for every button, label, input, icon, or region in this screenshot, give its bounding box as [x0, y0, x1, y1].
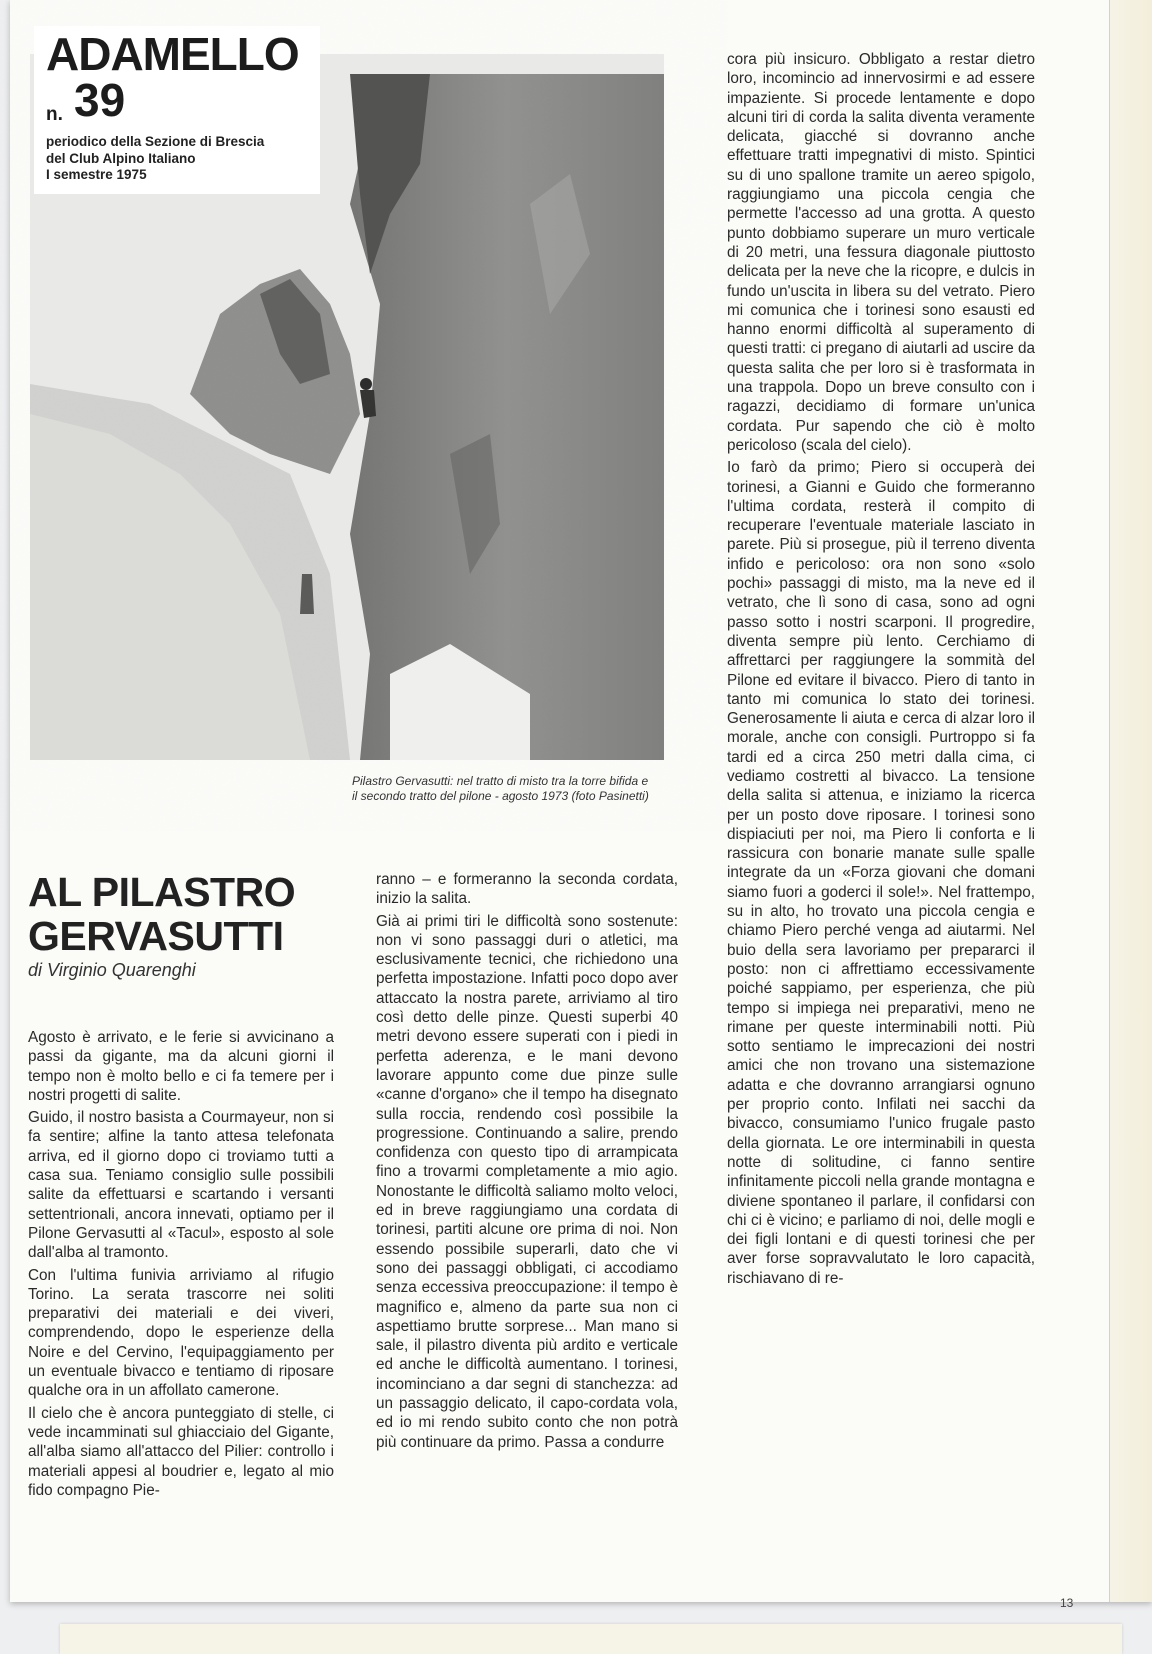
paragraph: Io farò da primo; Piero si occuperà dei torinesi, a Gianni e Guido che formeranno l'ultima cordata, resterà il compito di recuperare l'eventuale materiale lasciato in parete. Più si prosegue, più il terreno diventa infido e pericoloso: ora non sono «solo pochi» passaggi di misto, ma la neve ed il vetrato, che lì sono di casa, sono ad ogni passo sotto i nostri scarponi. Il progredire, diventa sempre più lento. Cerchiamo di affrettarci per raggiungere la sommità del Pilone ed evitare il bivacco. Piero di tanto in tanto mi comunica lo stato dei torinesi. Generosamente li aiuta e cerca di alzar loro il morale, anche con consigli. Purtroppo si fa tardi ed a circa 250 metri dalla cima, ci vediamo costretti al bivacco. La tensione della salita si attenua, e iniziamo la ricerca per un posto dove riposare. I torinesi sono dispiaciuti per noi, ma Piero li conforta e li rassicura con bonarie manate sulle spalle integrate da un «Forza giovani che domani siamo fuori a goderci il sole!». Nel frattempo, su in alto, ho trovato una piccola cengia e chiamo Piero perché venga ad aiutarmi. Nel buio della sera lavoriamo per prepararci il posto: non ci affrettiamo eccessivamente poiché sappiamo, per esperienza, che più tempo si impiega nei preparativi, meno ne rimane per queste interminabili notti. Più sotto sentiamo le imprecazioni dei nostri amici che non trovano una sistemazione adatta e che dovranno arrangiarsi ognuno per proprio conto. Infilati nei sacchi da bivacco, consumiamo l'unico frugale pasto della giornata. Le ore interminabili in questa notte di solitudine, ci fanno sentire infinitamente piccoli nella grande montagna e diviene spontaneo il parlare, il confidarsi con chi ci è vicino; e parliamo di noi, delle mogli e dei figli lontani e di questi torinesi che per aver forse sopravvalutato le loro capacità, rischiavano di re- — [727, 459, 1035, 1287]
subtitle-line: del Club Alpino Italiano — [46, 150, 196, 166]
paragraph: Agosto è arrivato, e le ferie si avvicinano a passi da gigante, ma da alcuni giorni il tempo non è molto bello e ci fa temere per i nostri progetti di salite. — [28, 1029, 334, 1104]
article-title — [28, 870, 295, 958]
paragraph: Il cielo che è ancora punteggiato di stelle, ci vede incamminati sul ghiacciaio del Gigante, all'alba siamo all'attacco del Pilier: controllo i materiali appesi al boudrier e, legato al mio fido compagno Pie- — [28, 1404, 334, 1499]
text-column-1 — [28, 1028, 334, 1500]
masthead — [34, 26, 320, 194]
title-line: GERVASUTTI — [28, 913, 284, 959]
issue-number: 39 — [74, 74, 126, 126]
text-column-3 — [727, 50, 1035, 1288]
text-column-2 — [376, 870, 678, 1452]
subtitle-line: I semestre 1975 — [46, 167, 147, 182]
masthead-subtitle — [46, 134, 264, 184]
page-number: 13 — [1060, 1596, 1074, 1610]
paragraph: Già ai primi tiri le difficoltà sono sostenute: non vi sono passaggi duri o atletici, ma esclusivamente tecnici, che richiedono una perfetta impostazione. Infatti poco dopo aver attaccato la nostra parete, arriviamo al tiro così detto delle pinze. Questi superbi 40 metri devono essere superati con i piedi in perfetta aderenza, e le mani devono lavorare appunto come due pinze sulle «canne d'organo» che il tempo ha disegnato sulla roccia, rendendo così possibile la progressione. Continuando a salire, prendo confidenza con questo tipo di arrampicata fino a trovarmi completamente a mio agio. Nonostante le difficoltà saliamo molto veloci, ed in breve raggiungiamo una cordata di torinesi, partiti alcune ore prima di noi. Non essendo possibile superarli, dato che vi sono dei passaggi obbligati, ci accodiamo senza eccessiva preoccupazione: il tempo è magnifico e, almeno da parte sua non ci aspettiamo brutte sorprese... Man mano si sale, il pilastro diventa più ardito e verticale ed anche le difficoltà aumentano. I torinesi, incominciano a dar segni di stanchezza: ad un passaggio delicato, il capo-cordata vola, ed io mi rendo subito conto che non potrà più continuare da primo. Passa a condurre — [376, 912, 678, 1451]
issue-number-prefix: n. — [46, 104, 63, 125]
next-page-edge — [60, 1624, 1122, 1654]
article-byline: di Virginio Quarenghi — [28, 960, 196, 980]
magazine-page — [10, 0, 1152, 1610]
paragraph: Con l'ultima funivia arriviamo al rifugio Torino. La serata trascorre nei soliti preparativi dei materiali e dei viveri, comprendendo, dopo le esperienze della Noire e del Cervino, l'equipaggiamento per un eventuale bivacco e tentiamo di riposare qualche ora in un affollato camerone. — [28, 1266, 334, 1400]
paragraph: Guido, il nostro basista a Courmayeur, non si fa sentire; alfine la tanto attesa telefonata arriva, ed il giorno dopo ci troviamo tutti a casa sua. Teniamo consiglio sulle possibili salite da effettuarsi e scartando i versanti settentrionali, ancora innevati, optiamo per il Pilone Gervasutti al «Tacul», esposto al sole dall'alba al tramonto. — [28, 1109, 334, 1262]
photo-caption: Pilastro Gervasutti: nel tratto di misto tra la torre bifida e il secondo tratto del pilone - agosto 1973 (foto Pasinetti) — [352, 774, 649, 803]
page-binding-edge — [1109, 0, 1152, 1602]
paragraph: cora più insicuro. Obbligato a restar dietro loro, incomincio ad innervosirmi e ad essere impaziente. Si procede lentamente e dopo alcuni tiri di corda la salita diventa veramente delicata, giacché si dovranno anche effettuare tratti impegnativi di misto. Spintici su di uno spallone tramite un aereo spigolo, raggiungiamo una piccola cengia che permette l'accesso ad una grotta. A questo punto dobbiamo superare un muro verticale di 20 metri, una fessura diagonale piuttosto delicata per la neve che la ricopre, e dulcis in fundo un'uscita in libera su del vetrato. Piero mi comunica che i torinesi sono esausti ed hanno enormi difficoltà al superamento di questi tratti: ci pregano di aiutarli ad uscire da questa salita che per loro si è trasformata in una trappola. Dopo un breve consulto con i ragazzi, decidiamo di formare un'unica cordata. Pur sapendo che ciò è molto pericoloso (scala del cielo). — [727, 51, 1035, 454]
paragraph: ranno – e formeranno la seconda cordata, inizio la salita. — [376, 871, 678, 908]
title-line: AL PILASTRO — [28, 869, 296, 915]
magazine-title: ADAMELLO — [46, 28, 299, 80]
subtitle-line: periodico della Sezione di Brescia — [46, 134, 265, 149]
